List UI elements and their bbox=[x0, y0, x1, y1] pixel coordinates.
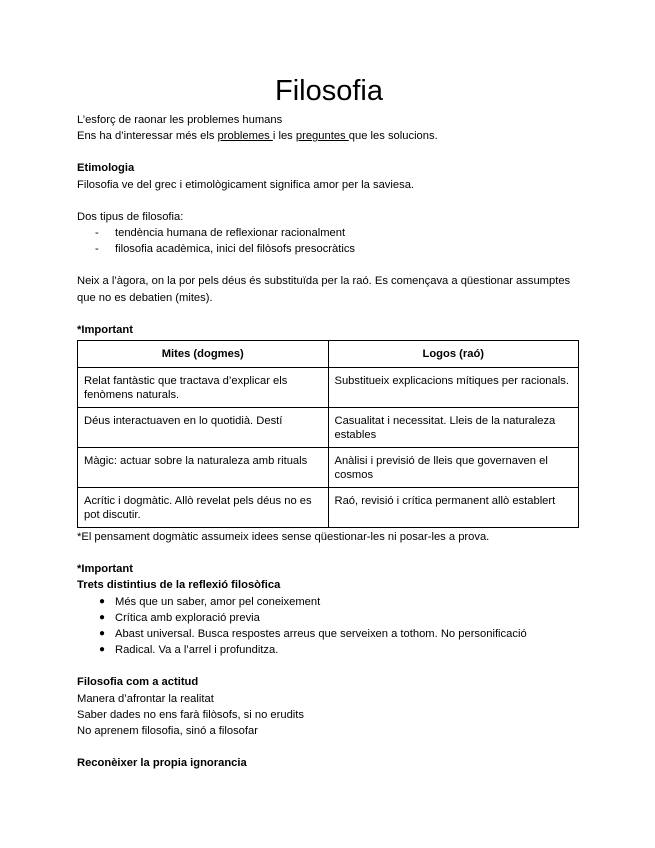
table-header-logos: Logos (raó) bbox=[328, 341, 579, 368]
trets-heading: Trets distintius de la reflexió filosòfica bbox=[77, 579, 281, 592]
intro-line-1: L’esforç de raonar les problemes humans bbox=[77, 114, 283, 126]
intro-underlined-problemes: problemes bbox=[217, 130, 273, 143]
table-row bbox=[78, 448, 579, 488]
important-label-2: *Important bbox=[77, 563, 133, 576]
table-cell: Anàlisi i previsió de lleis que governaven el cosmos bbox=[328, 448, 579, 488]
list-item-text: filosofia acadèmica, inici del filòsofs presocràtics bbox=[115, 243, 356, 256]
actitud-line-1: Manera d’afrontar la realitat bbox=[77, 692, 214, 705]
table-header-row bbox=[78, 341, 579, 368]
ignorancia-heading: Reconèixer la propia ignorancia bbox=[77, 757, 247, 770]
list-item-text: Crítica amb exploració previa bbox=[115, 611, 260, 624]
intro-underlined-preguntes: preguntes bbox=[295, 130, 349, 143]
intro-line-2 bbox=[77, 128, 581, 144]
actitud-line-3: No aprenem filosofia, sinó a filosofar bbox=[77, 725, 258, 738]
etimologia-text: Filosofia ve del grec i etimològicament significa amor per la saviesa. bbox=[77, 178, 415, 191]
table-cell: Déus interactuaven en lo quotidià. Destí bbox=[78, 408, 329, 448]
page-title: Filosofia bbox=[275, 75, 383, 107]
spacer bbox=[77, 193, 581, 209]
table-cell: Substitueix explicacions mítiques per racionals. bbox=[328, 368, 579, 408]
spacer bbox=[77, 658, 581, 674]
intro-text-e: que les solucions. bbox=[348, 130, 438, 143]
spacer bbox=[77, 257, 581, 273]
list-item bbox=[95, 225, 581, 241]
spacer bbox=[77, 144, 581, 160]
table-cell: Casualitat i necessitat. Lleis de la naturaleza estables bbox=[328, 408, 579, 448]
bullet-marker: ● bbox=[99, 595, 106, 607]
table-row bbox=[78, 488, 579, 528]
list-item-text: Radical. Va a l’arrel i profunditza. bbox=[115, 644, 279, 657]
spacer bbox=[77, 306, 581, 322]
bullet-marker: ● bbox=[99, 611, 106, 623]
list-item-text: tendència humana de reflexionar racionalment bbox=[115, 227, 346, 240]
list-item bbox=[99, 610, 581, 626]
table-cell: Raó, revisió i crítica permanent allò establert bbox=[328, 488, 579, 528]
spacer bbox=[77, 739, 581, 755]
mites-logos-table bbox=[77, 340, 579, 528]
dash-marker: - bbox=[95, 227, 99, 240]
intro-text-a: Ens ha d’interessar més els bbox=[77, 130, 218, 143]
table-row bbox=[78, 368, 579, 408]
list-item bbox=[99, 594, 581, 610]
actitud-line-2: Saber dades no ens farà filòsofs, si no erudits bbox=[77, 708, 304, 721]
bullet-marker: ● bbox=[99, 628, 106, 640]
list-item-text: Més que un saber, amor pel coneixement bbox=[115, 595, 321, 608]
tipus-heading: Dos tipus de filosofia: bbox=[77, 210, 184, 223]
table-cell: Relat fantàstic que tractava d’explicar els fenòmens naturals. bbox=[78, 368, 329, 408]
table-footnote: *El pensament dogmàtic assumeix idees sense qüestionar-les ni posar-les a prova. bbox=[77, 531, 490, 544]
bullet-marker: ● bbox=[99, 644, 106, 656]
table-cell: Acrític i dogmàtic. Allò revelat pels déus no es pot discutir. bbox=[78, 488, 329, 528]
list-item bbox=[99, 626, 581, 642]
important-label-1: *Important bbox=[77, 323, 133, 336]
table-row bbox=[78, 408, 579, 448]
intro-text-c: i les bbox=[272, 130, 296, 143]
trets-list bbox=[77, 594, 581, 659]
document-body bbox=[77, 72, 581, 771]
table-cell: Màgic: actuar sobre la naturaleza amb rituals bbox=[78, 448, 329, 488]
list-item-text: Abast universal. Busca respostes arreus que serveixen a tothom. No personificació bbox=[115, 628, 527, 641]
actitud-heading: Filosofia com a actitud bbox=[77, 676, 199, 689]
etimologia-heading: Etimologia bbox=[77, 162, 135, 175]
table-header-mites: Mites (dogmes) bbox=[78, 341, 329, 368]
list-item bbox=[99, 642, 581, 658]
list-item bbox=[95, 241, 581, 257]
spacer bbox=[77, 545, 581, 561]
neix-paragraph: Neix a l’àgora, on la por pels déus és substituïda per la raó. Es començava a qüestionar assumptes que no es debatien (mites). bbox=[77, 275, 571, 304]
tipus-list bbox=[77, 225, 581, 257]
dash-marker: - bbox=[95, 243, 99, 256]
